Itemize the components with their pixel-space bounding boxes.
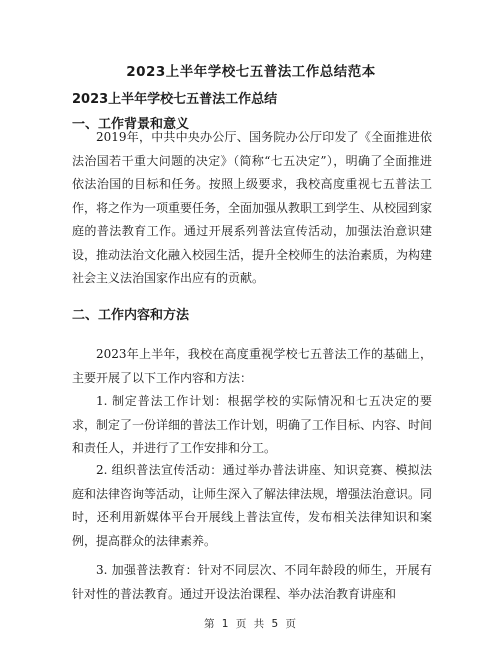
list-item-education: 3. 加强普法教育：针对不同层次、不同年龄段的师生，开展有针对性的普法教育。通过开设法治课程、举办法治教育讲座和 (72, 563, 432, 601)
list-item-publicity: 2. 组织普法宣传活动：通过举办普法讲座、知识竞赛、模拟法庭和法律咨询等活动，让师生深入了解法律法规，增强法治意识。同时，还利用新媒体平台开展线上普法宣传，发布相关法律知识和案例，提高群众的法律素养。 (72, 463, 433, 548)
list-item-plan: 1. 制定普法工作计划：根据学校的实际情况和七五决定的要求，制定了一份详细的普法工作计划，明确了工作目标、内容、时间和责任人，并进行了工作安排和分工。 (72, 394, 433, 455)
document-subtitle: 2023上半年学校七五普法工作总结 (72, 92, 278, 107)
section-paragraph-background: 2019年，中共中央办公厅、国务院办公厅印发了《全面推进依法治国若干重大问题的决定》（简称“七五决定”），明确了全面推进依法治国的目标和任务。按照上级要求，我校高度重视七五普法工作，将之作为一项重要任务，全面加强从教职工到学生、从校园到家庭的普法教育工作。通过开展系列普法宣传活动，加强法治意识建设，推动法治文化融入校园生活，提升全校师生的法治素质，为构建社会主义法治国家作出应有的贡献。 (72, 130, 433, 285)
document-title: 2023上半年学校七五普法工作总结范本 (126, 64, 376, 80)
section-heading-content: 二、工作内容和方法 (72, 308, 190, 323)
section-heading-background: 一、工作背景和意义 (72, 117, 190, 132)
section-paragraph-intro: 2023年上半年，我校在高度重视学校七五普法工作的基础上，主要开展了以下工作内容和方法： (72, 347, 432, 385)
page-number: 第 1 页 共 5 页 (203, 618, 299, 630)
